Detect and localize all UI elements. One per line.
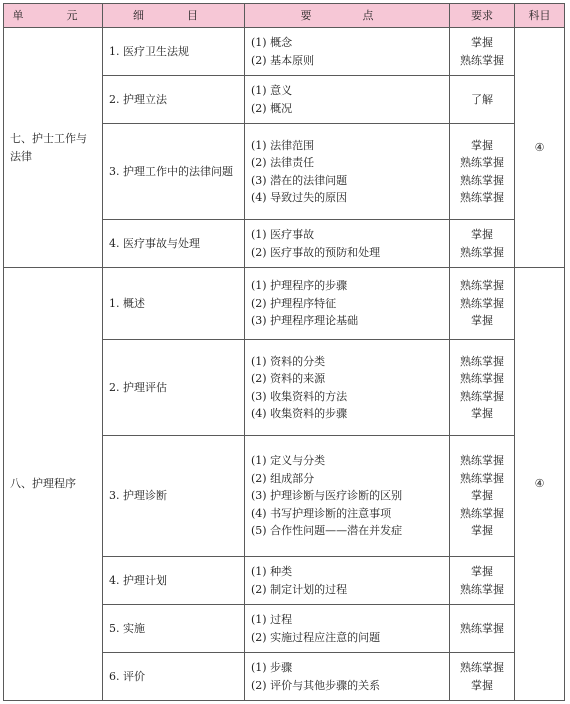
requirement-item: 熟练掌握 [460, 53, 504, 67]
requirement-cell [450, 653, 515, 701]
header-requirement: 要求 [450, 4, 515, 28]
requirement-cell [450, 557, 515, 605]
requirement-item: 熟练掌握 [460, 279, 504, 293]
requirement-item: 熟练掌握 [460, 506, 504, 520]
header-row [4, 4, 565, 28]
requirement-item: 熟练掌握 [460, 454, 504, 468]
point-cell [245, 220, 450, 268]
point-item: (2) 护理程序特征 [251, 296, 337, 310]
point-item: (2) 评价与其他步骤的关系 [251, 678, 381, 692]
requirement-item: 掌握 [471, 407, 493, 420]
detail-cell: 1. 医疗卫生法规 [103, 28, 245, 76]
requirement-item: 熟练掌握 [460, 156, 504, 169]
requirement-item: 掌握 [471, 228, 493, 241]
requirement-item: 熟练掌握 [460, 296, 504, 310]
requirement-cell [450, 605, 515, 653]
point-item: (3) 收集资料的方法 [251, 389, 348, 403]
point-item: (4) 导致过失的原因 [251, 191, 348, 204]
requirement-item: 掌握 [471, 489, 493, 503]
point-item: (2) 制定计划的过程 [251, 582, 348, 596]
header-unit: 单 元 [4, 4, 103, 28]
requirement-cell [450, 124, 515, 220]
point-cell [245, 605, 450, 653]
requirement-item: 熟练掌握 [460, 582, 504, 596]
point-item: (2) 医疗事故的预防和处理 [251, 245, 381, 259]
unit-cell: 八、护理程序 [4, 268, 103, 701]
point-cell [245, 653, 450, 701]
syllabus-table [3, 3, 565, 701]
point-item: (3) 潜在的法律问题 [251, 173, 348, 187]
point-cell [245, 557, 450, 605]
requirement-cell [450, 268, 515, 340]
detail-cell: 3. 护理工作中的法律问题 [103, 124, 245, 220]
point-item: (3) 护理程序理论基础 [251, 314, 359, 328]
point-cell [245, 76, 450, 124]
unit-cell: 七、护士工作与法律 [4, 28, 103, 268]
point-item: (4) 书写护理诊断的注意事项 [251, 506, 392, 520]
requirement-item: 掌握 [471, 678, 493, 692]
header-detail: 细 目 [103, 4, 245, 28]
point-item: (1) 意义 [251, 84, 293, 97]
point-item: (4) 收集资料的步骤 [251, 407, 348, 420]
requirement-item: 掌握 [471, 36, 493, 49]
table-row [4, 268, 565, 340]
table-body [4, 28, 565, 701]
requirement-item: 熟练掌握 [460, 471, 504, 485]
requirement-item: 熟练掌握 [460, 354, 504, 368]
point-item: (2) 资料的来源 [251, 372, 326, 385]
detail-cell: 2. 护理评估 [103, 340, 245, 436]
header-subject: 科目 [515, 4, 565, 28]
requirement-cell [450, 28, 515, 76]
subject-cell: ④ [515, 268, 565, 701]
requirement-cell [450, 340, 515, 436]
detail-cell: 4. 医疗事故与处理 [103, 220, 245, 268]
requirement-cell [450, 220, 515, 268]
requirement-item: 熟练掌握 [460, 191, 504, 204]
point-item: (1) 法律范围 [251, 138, 315, 152]
requirement-item: 熟练掌握 [460, 621, 504, 635]
point-item: (2) 法律责任 [251, 156, 315, 169]
detail-cell: 2. 护理立法 [103, 76, 245, 124]
point-cell [245, 124, 450, 220]
point-item: (2) 实施过程应注意的问题 [251, 630, 381, 644]
requirement-cell [450, 436, 515, 557]
point-item: (1) 医疗事故 [251, 228, 315, 241]
requirement-item: 熟练掌握 [460, 245, 504, 259]
detail-cell: 3. 护理诊断 [103, 436, 245, 557]
detail-cell: 1. 概述 [103, 268, 245, 340]
point-cell [245, 436, 450, 557]
point-cell [245, 340, 450, 436]
point-item: (1) 过程 [251, 613, 293, 626]
point-item: (1) 定义与分类 [251, 454, 326, 468]
point-item: (2) 概况 [251, 101, 293, 115]
header-point: 要 点 [245, 4, 450, 28]
subject-cell: ④ [515, 28, 565, 268]
requirement-item: 掌握 [471, 314, 493, 328]
requirement-item: 掌握 [471, 565, 493, 578]
table-row [4, 28, 565, 76]
detail-cell: 6. 评价 [103, 653, 245, 701]
detail-cell: 4. 护理计划 [103, 557, 245, 605]
point-cell [245, 268, 450, 340]
requirement-cell [450, 76, 515, 124]
point-item: (1) 种类 [251, 565, 293, 578]
requirement-item: 熟练掌握 [460, 389, 504, 403]
point-item: (3) 护理诊断与医疗诊断的区别 [251, 489, 403, 503]
point-item: (1) 步骤 [251, 661, 293, 674]
point-item: (2) 基本原则 [251, 53, 315, 67]
point-item: (2) 组成部分 [251, 471, 315, 485]
requirement-item: 掌握 [471, 524, 493, 538]
point-item: (5) 合作性问题——潜在并发症 [251, 524, 403, 538]
point-cell [245, 28, 450, 76]
requirement-item: 熟练掌握 [460, 372, 504, 385]
detail-cell: 5. 实施 [103, 605, 245, 653]
point-item: (1) 资料的分类 [251, 354, 326, 368]
point-item: (1) 概念 [251, 36, 293, 49]
point-item: (1) 护理程序的步骤 [251, 279, 348, 293]
requirement-item: 熟练掌握 [460, 661, 504, 674]
requirement-item: 掌握 [471, 138, 493, 152]
requirement-item: 熟练掌握 [460, 173, 504, 187]
requirement-item: 了解 [471, 92, 493, 106]
